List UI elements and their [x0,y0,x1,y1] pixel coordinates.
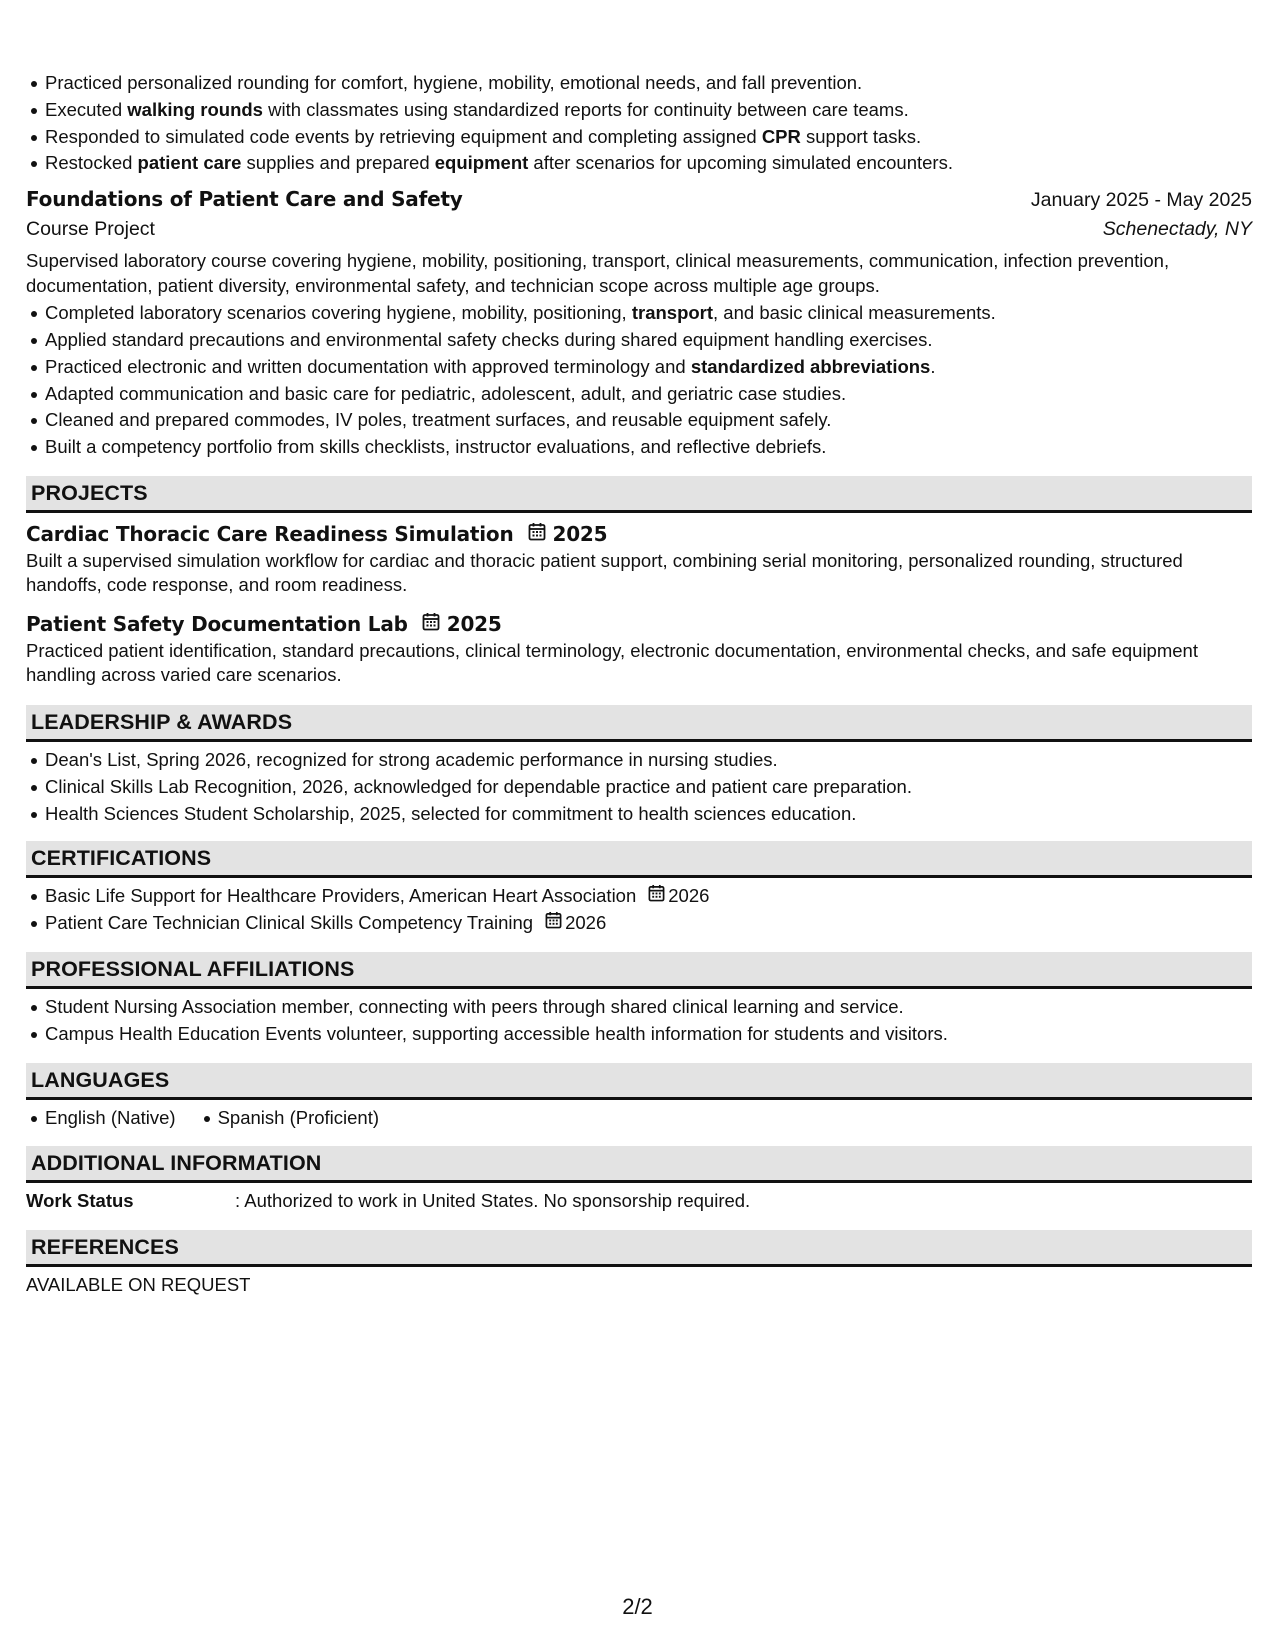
project-title: Patient Safety Documentation Lab [26,611,408,636]
certifications-list [26,883,1252,937]
list-item: Health Sciences Student Scholarship, 2025, selected for commitment to health sciences education. [45,801,1252,828]
certification-name: Basic Life Support for Healthcare Providers, American Heart Association [45,885,637,907]
list-item: Practiced personalized rounding for comfort, hygiene, mobility, emotional needs, and fall prevention. [45,70,1252,97]
list-item: Practiced electronic and written documentation with approved terminology and standardized abbreviations. [45,354,1252,381]
list-item: Responded to simulated code events by retrieving equipment and completing assigned CPR support tasks. [45,124,1252,151]
list-item [45,883,1252,910]
project-title: Cardiac Thoracic Care Readiness Simulation [26,521,514,546]
list-item: Clinical Skills Lab Recognition, 2026, acknowledged for dependable practice and patient care preparation. [45,774,1252,801]
section-heading-certifications: CERTIFICATIONS [26,841,1252,878]
project-year: 2025 [552,521,608,546]
list-item: Executed walking rounds with classmates using standardized reports for continuity between care teams. [45,97,1252,124]
calendar-icon [528,522,546,546]
experience-bullets [26,70,1252,177]
list-item: Dean's List, Spring 2026, recognized for strong academic performance in nursing studies. [45,747,1252,774]
project-entry [26,522,1252,598]
list-item: Completed laboratory scenarios covering hygiene, mobility, positioning, transport, and basic clinical measurements. [45,300,1252,327]
course-subtitle: Course Project [26,218,155,241]
calendar-icon [545,910,562,937]
work-status-label: Work Status [26,1190,134,1212]
list-item: Restocked patient care supplies and prepared equipment after scenarios for upcoming simulated encounters. [45,150,1252,177]
affiliations-list [26,994,1252,1048]
section-heading-projects: PROJECTS [26,476,1252,513]
languages-list [26,1105,1252,1132]
leadership-list [26,747,1252,827]
list-item: Adapted communication and basic care for pediatric, adolescent, adult, and geriatric case studies. [45,381,1252,408]
course-entry [26,187,1252,461]
list-item: Cleaned and prepared commodes, IV poles, treatment surfaces, and reusable equipment safely. [45,407,1252,434]
list-item: Applied standard precautions and environmental safety checks during shared equipment handling exercises. [45,327,1252,354]
project-description: Built a supervised simulation workflow for cardiac and thoracic patient support, combining serial monitoring, personalized rounding, structured handoffs, code response, and room readiness. [26,549,1183,596]
course-description: Supervised laboratory course covering hygiene, mobility, positioning, transport, clinical measurements, communication, infection prevention, documentation, patient diversity, environmental safety, and technician scope across multiple age groups. [26,250,1170,296]
course-location: Schenectady, NY [1102,218,1252,241]
page-number: 2/2 [622,1594,653,1619]
course-bullets [26,300,1252,461]
work-status-row [26,1189,1252,1213]
course-title: Foundations of Patient Care and Safety [26,187,463,212]
list-item [45,910,1252,937]
resume-page-2 [26,70,1252,1297]
section-heading-affiliations: PROFESSIONAL AFFILIATIONS [26,952,1252,989]
project-description: Practiced patient identification, standard precautions, clinical terminology, electronic documentation, environmental checks, and safe equipment handling across varied care scenarios. [26,639,1198,686]
list-item: Student Nursing Association member, connecting with peers through shared clinical learning and service. [45,994,1252,1021]
project-year: 2025 [446,611,502,636]
references-text: AVAILABLE ON REQUEST [26,1274,251,1296]
list-item: Campus Health Education Events volunteer, supporting accessible health information for students and visitors. [45,1021,1252,1048]
certification-year: 2026 [668,885,710,907]
certification-year: 2026 [565,912,607,934]
project-entry [26,612,1252,688]
section-heading-additional: ADDITIONAL INFORMATION [26,1146,1252,1183]
work-status-value: : Authorized to work in United States. No sponsorship required. [235,1190,751,1212]
list-item: Built a competency portfolio from skills checklists, instructor evaluations, and reflective debriefs. [45,434,1252,461]
section-heading-languages: LANGUAGES [26,1063,1252,1100]
certification-name: Patient Care Technician Clinical Skills Competency Training [45,912,534,934]
calendar-icon [422,612,440,636]
language-item: English (Native) [45,1105,176,1132]
course-dates: January 2025 - May 2025 [1030,189,1252,212]
section-heading-leadership: LEADERSHIP & AWARDS [26,705,1252,742]
language-item: Spanish (Proficient) [218,1105,379,1132]
section-heading-references: REFERENCES [26,1230,1252,1267]
calendar-icon [648,883,665,910]
